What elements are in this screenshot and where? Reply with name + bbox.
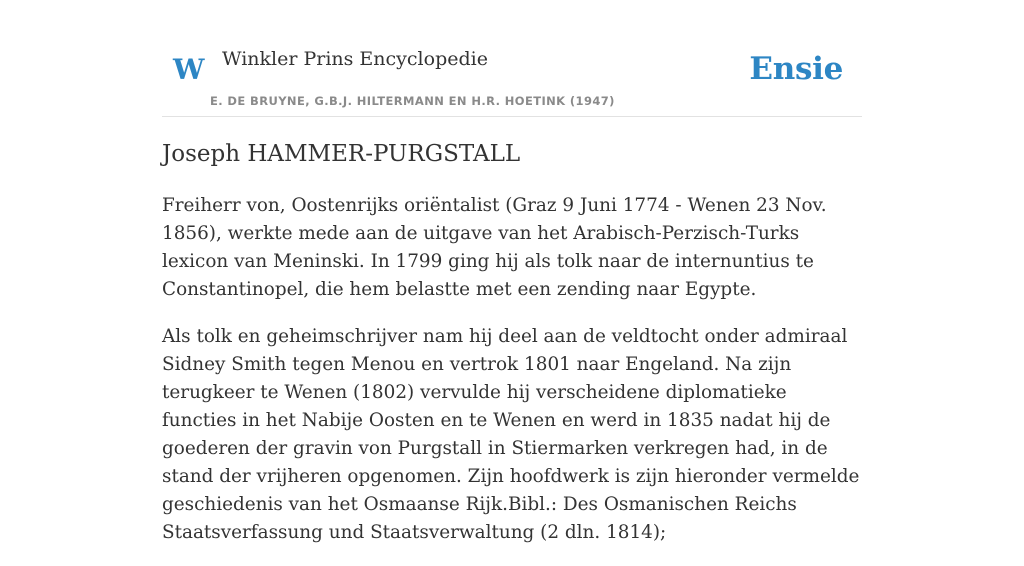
page-container [162, 0, 862, 543]
ensie-logo[interactable]: Ensie [749, 51, 843, 87]
winkler-prins-logo[interactable]: W [173, 53, 205, 86]
publication-authors: E. DE BRUYNE, G.B.J. HILTERMANN EN H.R. HOETINK (1947) [210, 94, 615, 108]
article-title: Joseph HAMMER-PURGSTALL [162, 141, 521, 167]
article-body [162, 192, 862, 566]
article-paragraph: Freiherr von, Oostenrijks oriëntalist (Graz 9 Juni 1774 - Wenen 23 Nov. 1856), werkte mede aan de uitgave van het Arabisch-Perzisch-Turks lexicon van Meninski. In 1799 ging hij als tolk naar de internuntius te Constantinopel, die hem belastte met een zending naar Egypte. [162, 195, 827, 300]
article-paragraph: Als tolk en geheimschrijver nam hij deel aan de veldtocht onder admiraal Sidney Smith tegen Menou en vertrok 1801 naar Engeland. Na zijn terugkeer te Wenen (1802) vervulde hij verscheidene diplomatieke functies in het Nabije Oosten en te Wenen en werd in 1835 nadat hij de goederen der gravin von Purgstall in Stiermarken verkregen had, in de stand der vrijheren opgenomen. Zijn hoofdwerk is zijn hieronder vermelde geschiedenis van het Osmaanse Rijk.Bibl.: Des Osmanischen Reichs Staatsverfassung und Staatsverwaltung (2 dln. 1814); [162, 326, 860, 543]
publication-title[interactable]: Winkler Prins Encyclopedie [222, 48, 488, 70]
header [162, 0, 862, 117]
